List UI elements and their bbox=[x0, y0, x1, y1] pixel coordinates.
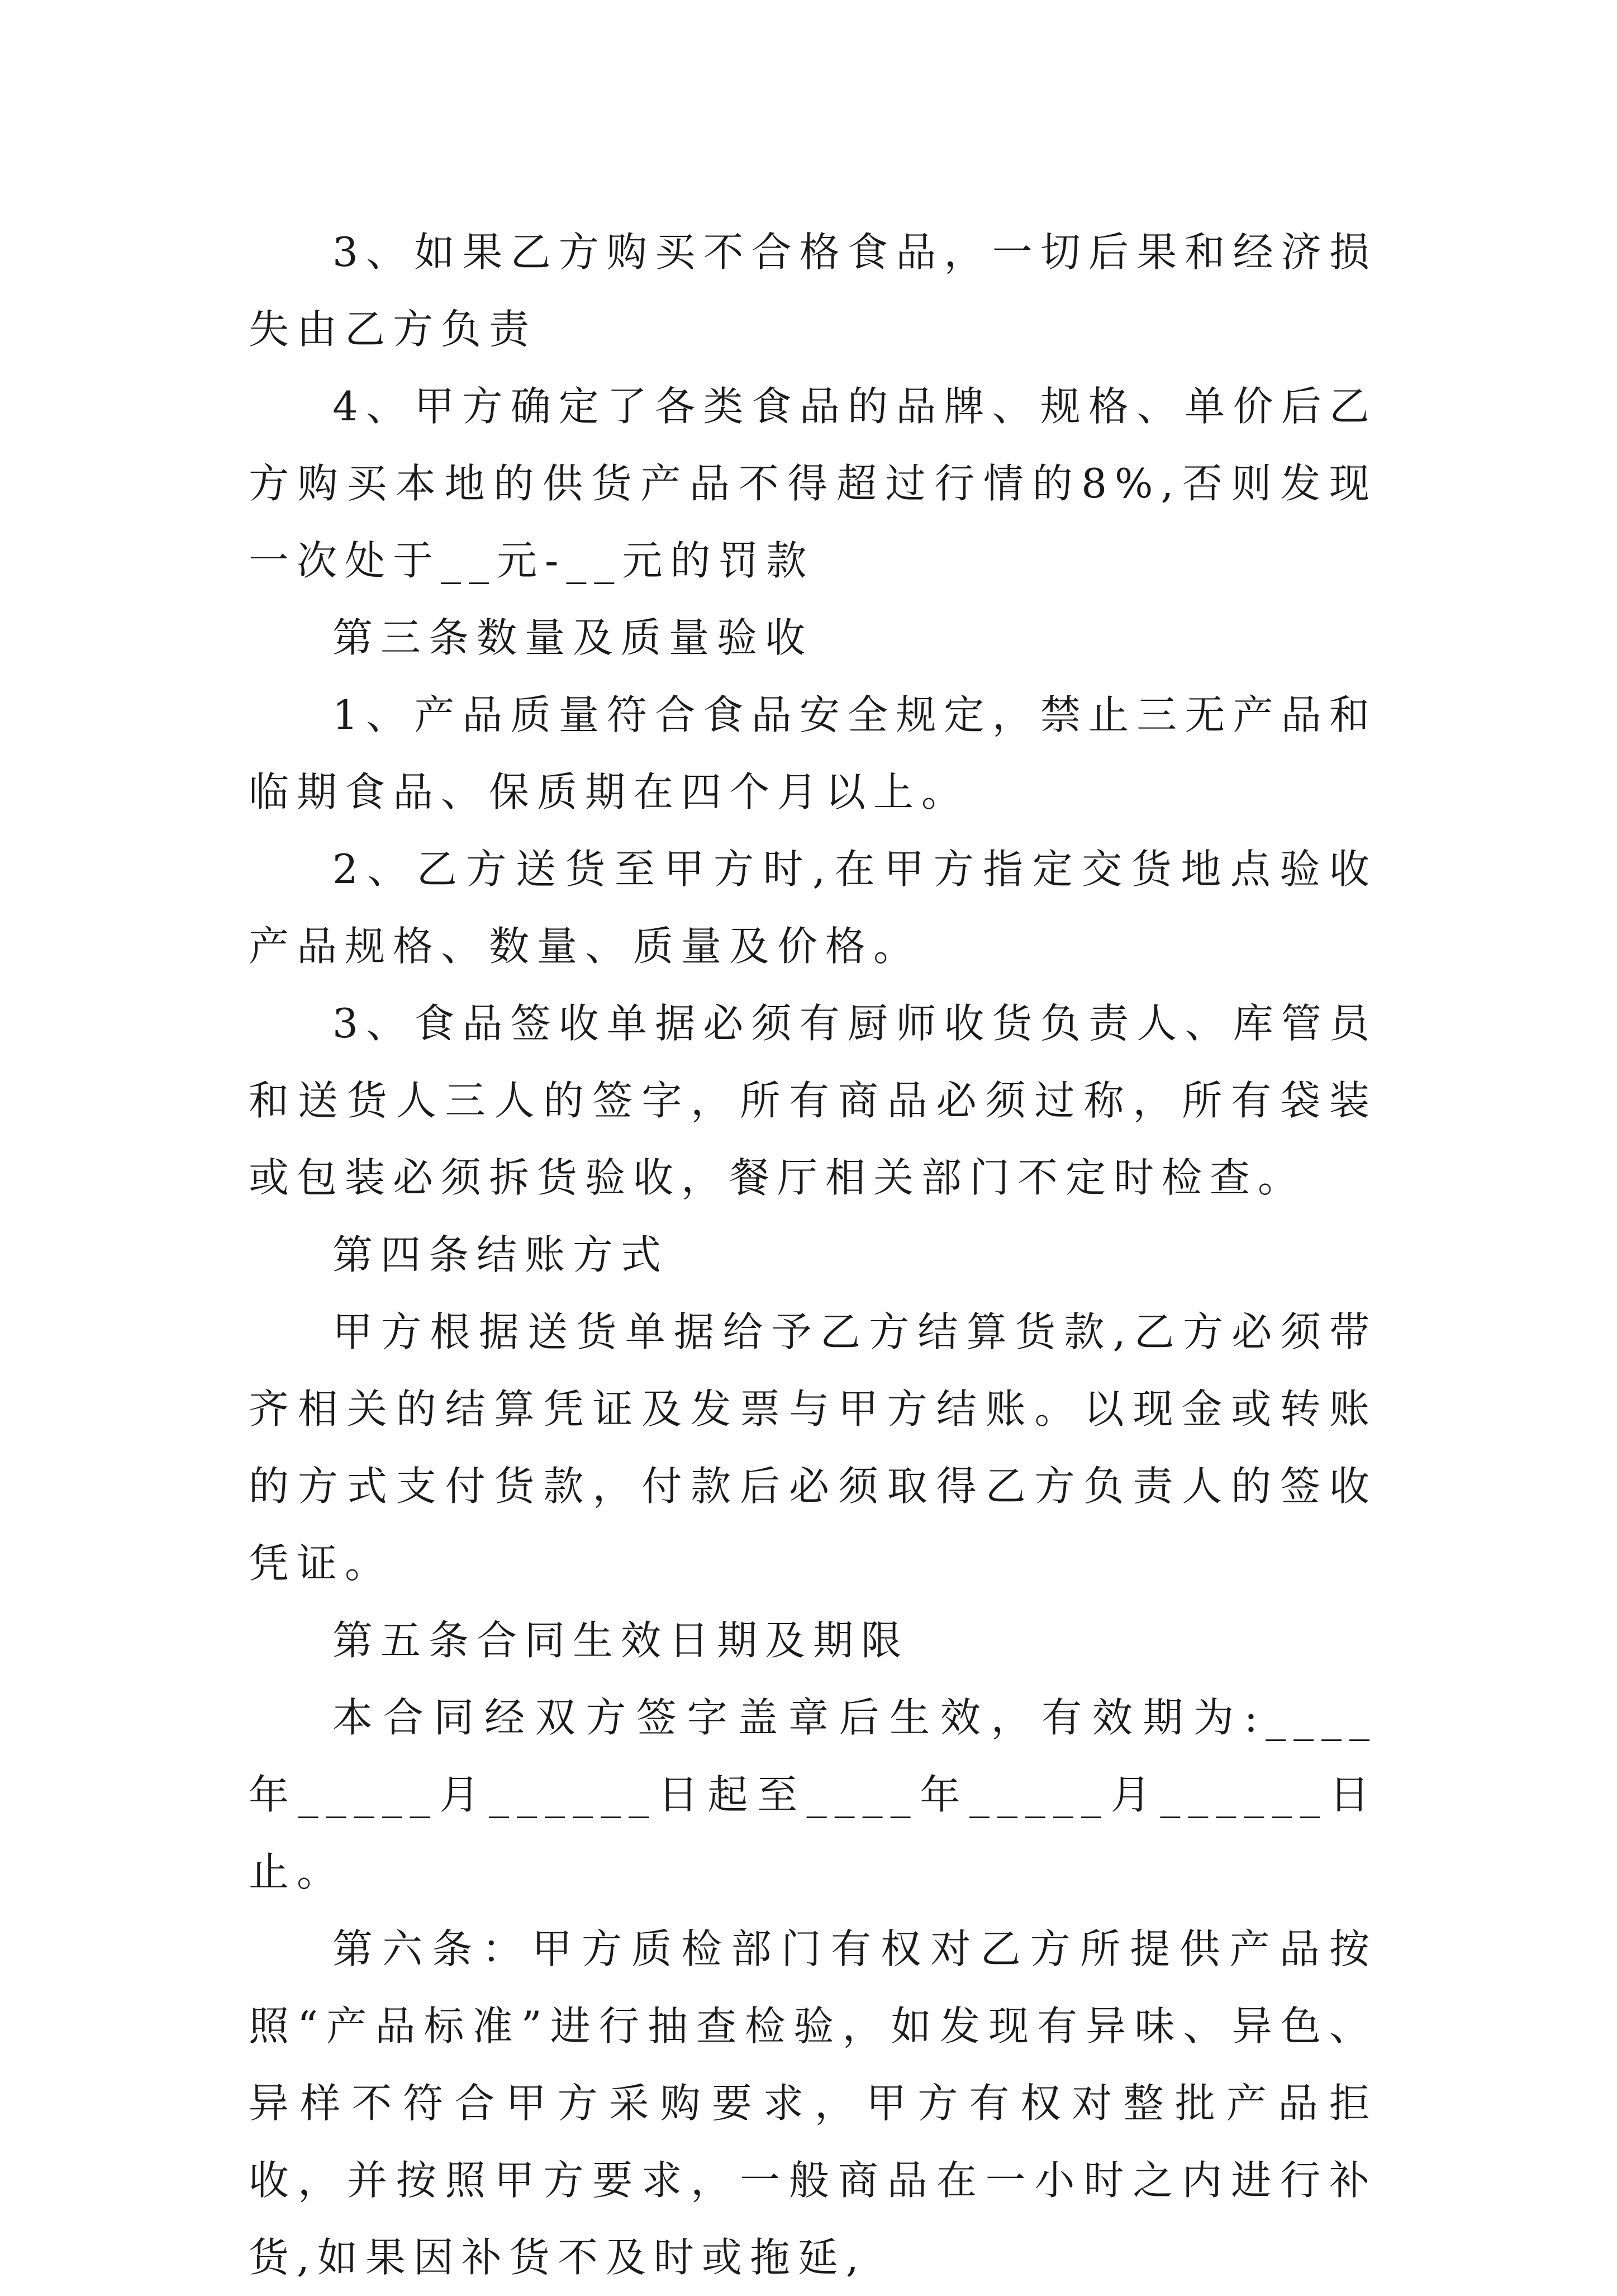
article-6-body: 第六条：甲方质检部门有权对乙方所提供产品按照“产品标准”进行抽查检验，如发现有异味、异色、异样不符合甲方采购要求，甲方有权对整批产品拒收，并按照甲方要求，一般商品在一小时之内进行补货,如果因补货不及时或拖延, bbox=[249, 1925, 1377, 2281]
article-3-item-1: 1、产品质量符合食品安全规定，禁止三无产品和临期食品、保质期在四个月以上。 bbox=[249, 691, 1377, 815]
clause-3-paragraph: 3、如果乙方购买不合格食品，一切后果和经济损失由乙方负责 bbox=[249, 229, 1377, 353]
article-3-item-2: 2、乙方送货至甲方时,在甲方指定交货地点验收产品规格、数量、质量及价格。 bbox=[249, 846, 1377, 970]
clause-4-paragraph: 4、甲方确定了各类食品的品牌、规格、单价后乙方购买本地的供货产品不得超过行情的8%,否则发现一次处于__元-__元的罚款 bbox=[249, 383, 1377, 584]
article-5-heading: 第五条合同生效日期及期限 bbox=[332, 1617, 910, 1664]
article-5-body: 本合同经双方签字盖章后生效，有效期为:____年_____月______日起至____年_____月______日止。 bbox=[249, 1694, 1377, 1895]
document-body bbox=[249, 214, 1377, 2296]
article-4-heading: 第四条结账方式 bbox=[332, 1231, 669, 1278]
article-3-item-3: 3、食品签收单据必须有厨师收货负责人、库管员和送货人三人的签字，所有商品必须过称，所有袋装或包装必须拆货验收，餐厅相关部门不定时检查。 bbox=[249, 1000, 1377, 1201]
article-3-heading: 第三条数量及质量验收 bbox=[332, 614, 814, 661]
article-4-body: 甲方根据送货单据给予乙方结算货款,乙方必须带齐相关的结算凭证及发票与甲方结账。以现金或转账的方式支付货款，付款后必须取得乙方负责人的签收凭证。 bbox=[249, 1308, 1377, 1587]
